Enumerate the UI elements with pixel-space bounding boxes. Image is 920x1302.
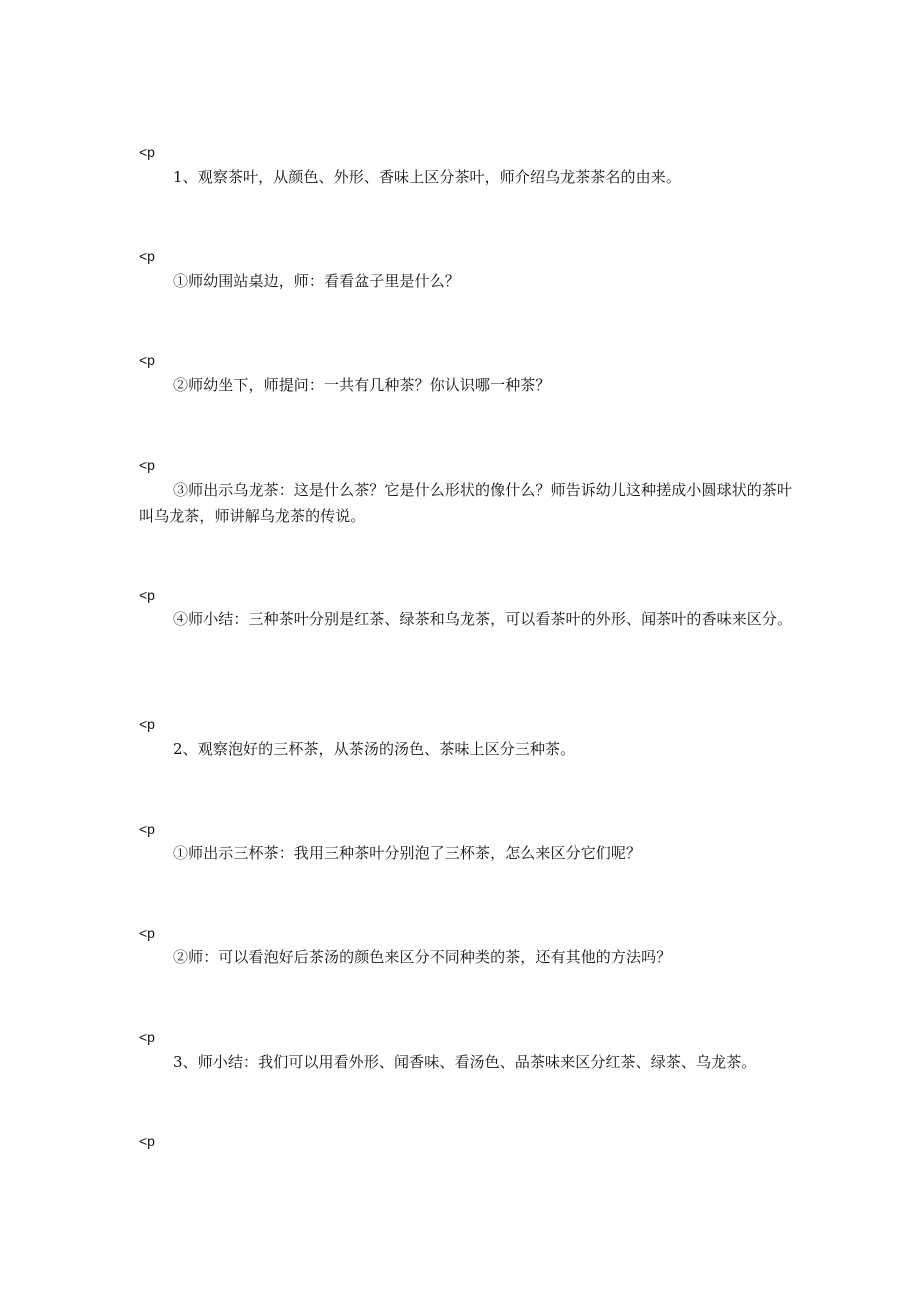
paragraph: ③师出示乌龙茶：这是什么茶？它是什么形状的像什么？师告诉幼儿这种搓成小圆球状的茶叶叫乌龙茶，师讲解乌龙茶的传说。 <box>139 481 793 525</box>
html-marker: <p <box>139 716 155 732</box>
paragraph: ①师幼围站桌边，师：看看盆子里是什么？ <box>173 272 460 290</box>
paragraph: ②师：可以看泡好后茶汤的颜色来区分不同种类的茶，还有其他的方法吗？ <box>173 948 672 966</box>
html-marker: <p <box>139 821 155 837</box>
paragraph: 3、师小结：我们可以用看外形、闻香味、看汤色、品茶味来区分红茶、绿茶、乌龙茶。 <box>173 1053 757 1071</box>
html-marker: <p <box>139 1029 155 1045</box>
paragraph: 1、观察茶叶，从颜色、外形、香味上区分茶叶，师介绍乌龙茶茶名的由来。 <box>173 168 681 186</box>
paragraph: ④师小结：三种茶叶分别是红茶、绿茶和乌龙茶，可以看茶叶的外形、闻茶叶的香味来区分。 <box>173 610 793 628</box>
html-marker: <p <box>139 457 155 473</box>
paragraph: ②师幼坐下，师提问：一共有几种茶？你认识哪一种茶？ <box>173 376 551 394</box>
paragraph: ①师出示三杯茶：我用三种茶叶分别泡了三杯茶，怎么来区分它们呢？ <box>173 844 642 862</box>
html-marker: <p <box>139 248 155 264</box>
html-marker: <p <box>139 1133 155 1149</box>
html-marker: <p <box>139 352 155 368</box>
html-marker: <p <box>139 144 155 160</box>
html-marker: <p <box>139 925 155 941</box>
paragraph: 2、观察泡好的三杯茶，从茶汤的汤色、茶味上区分三种茶。 <box>173 740 576 758</box>
html-marker: <p <box>139 587 155 603</box>
